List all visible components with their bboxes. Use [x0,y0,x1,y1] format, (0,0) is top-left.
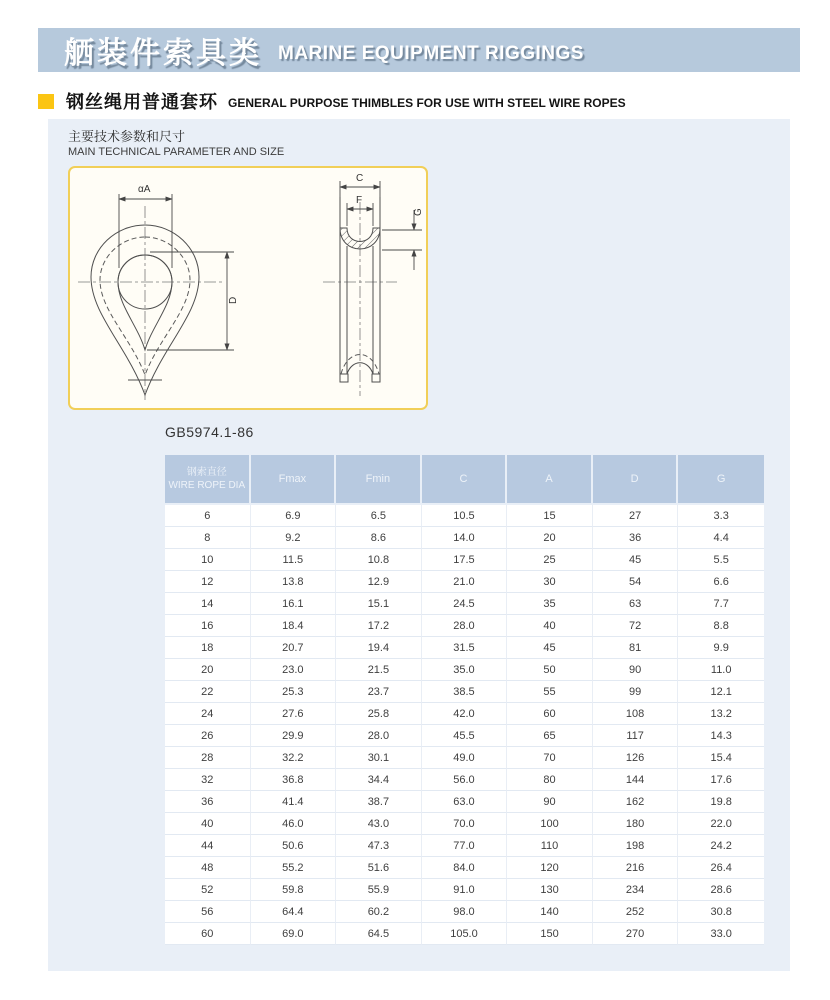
table-cell: 150 [507,923,593,945]
table-cell: 23.0 [251,659,337,681]
table-cell: 270 [593,923,679,945]
table-cell: 9.2 [251,527,337,549]
table-cell: 22.0 [678,813,764,835]
table-cell: 36 [593,527,679,549]
table-cell: 50 [507,659,593,681]
thimble-drawing-svg [70,168,426,408]
table-cell: 4.4 [678,527,764,549]
table-cell: 25.8 [336,703,422,725]
table-cell: 63 [593,593,679,615]
table-row [165,527,764,549]
table-cell: 28 [165,747,251,769]
table-cell: 49.0 [422,747,508,769]
table-cell: 30.8 [678,901,764,923]
table-cell: 30.1 [336,747,422,769]
table-cell: 38.5 [422,681,508,703]
table-row [165,681,764,703]
table-cell: 24.2 [678,835,764,857]
table-cell: 55 [507,681,593,703]
table-cell: 34.4 [336,769,422,791]
dim-label-D: D [228,296,239,304]
table-cell: 44 [165,835,251,857]
table-cell: 15.4 [678,747,764,769]
table-cell: 19.8 [678,791,764,813]
banner-title-zh: 舾装件索具类 [64,37,262,70]
table-row [165,615,764,637]
table-cell: 8.8 [678,615,764,637]
table-cell: 55.9 [336,879,422,901]
section-label [68,128,284,160]
table-cell: 64.5 [336,923,422,945]
table-cell: 80 [507,769,593,791]
table-cell: 7.7 [678,593,764,615]
table-cell: 21.0 [422,571,508,593]
table-cell: 63.0 [422,791,508,813]
table-cell: 60 [165,923,251,945]
table-row [165,637,764,659]
table-cell: 11.5 [251,549,337,571]
table-cell: 100 [507,813,593,835]
col-header-d: D [593,455,679,505]
table-cell: 29.9 [251,725,337,747]
table-cell: 14.0 [422,527,508,549]
table-cell: 64.4 [251,901,337,923]
parameters-table [165,455,764,945]
table-row [165,571,764,593]
table-cell: 18.4 [251,615,337,637]
table-cell: 8 [165,527,251,549]
table-cell: 19.4 [336,637,422,659]
table-row [165,923,764,945]
dim-label-C: C [356,173,364,184]
table-cell: 60 [507,703,593,725]
table-cell: 25.3 [251,681,337,703]
table-cell: 20.7 [251,637,337,659]
col-header-g: G [678,455,764,505]
table-cell: 72 [593,615,679,637]
table-cell: 35.0 [422,659,508,681]
table-cell: 130 [507,879,593,901]
dim-label-F: F [356,195,363,206]
table-cell: 45 [507,637,593,659]
table-cell: 31.5 [422,637,508,659]
table-cell: 56 [165,901,251,923]
table-cell: 12.9 [336,571,422,593]
table-cell: 140 [507,901,593,923]
table-row [165,505,764,527]
table-cell: 51.6 [336,857,422,879]
table-cell: 9.9 [678,637,764,659]
table-cell: 36.8 [251,769,337,791]
table-row [165,747,764,769]
table-row [165,879,764,901]
col-header-wire-rope-dia-en: WIRE ROPE DIA [168,480,246,491]
table-cell: 32.2 [251,747,337,769]
table-cell: 45.5 [422,725,508,747]
table-cell: 52 [165,879,251,901]
table-cell: 28.0 [422,615,508,637]
table-cell: 77.0 [422,835,508,857]
table-cell: 120 [507,857,593,879]
table-cell: 48 [165,857,251,879]
table-cell: 20 [507,527,593,549]
table-cell: 22 [165,681,251,703]
table-cell: 126 [593,747,679,769]
table-row [165,769,764,791]
table-cell: 47.3 [336,835,422,857]
table-cell: 3.3 [678,505,764,527]
table-row [165,549,764,571]
table-cell: 43.0 [336,813,422,835]
table-cell: 28.0 [336,725,422,747]
product-subtitle [38,88,626,114]
table-cell: 14 [165,593,251,615]
table-cell: 54 [593,571,679,593]
table-cell: 17.6 [678,769,764,791]
banner-title-en: MARINE EQUIPMENT RIGGINGS [278,43,584,64]
table-cell: 40 [165,813,251,835]
table-cell: 21.5 [336,659,422,681]
col-header-wire-rope-dia-zh: 钢索直径 [186,467,227,478]
table-cell: 216 [593,857,679,879]
dim-label-aA: αA [138,184,151,195]
table-cell: 60.2 [336,901,422,923]
table-cell: 65 [507,725,593,747]
table-cell: 90 [507,791,593,813]
table-cell: 91.0 [422,879,508,901]
table-row [165,703,764,725]
table-cell: 234 [593,879,679,901]
table-cell: 144 [593,769,679,791]
table-cell: 162 [593,791,679,813]
table-cell: 98.0 [422,901,508,923]
table-cell: 81 [593,637,679,659]
table-cell: 14.3 [678,725,764,747]
subtitle-en: GENERAL PURPOSE THIMBLES FOR USE WITH STEEL WIRE ROPES [228,96,626,110]
col-header-wire-rope-dia [165,455,251,505]
table-cell: 69.0 [251,923,337,945]
table-cell: 16 [165,615,251,637]
table-cell: 110 [507,835,593,857]
table-row [165,593,764,615]
table-cell: 13.8 [251,571,337,593]
table-cell: 33.0 [678,923,764,945]
table-cell: 10 [165,549,251,571]
table-cell: 70 [507,747,593,769]
standard-code: GB5974.1-86 [165,424,254,440]
table-cell: 6 [165,505,251,527]
thimble-technical-drawing [68,166,428,410]
table-cell: 56.0 [422,769,508,791]
table-cell: 180 [593,813,679,835]
table-row [165,659,764,681]
table-cell: 6.6 [678,571,764,593]
table-cell: 25 [507,549,593,571]
table-header-row [165,455,764,505]
table-cell: 105.0 [422,923,508,945]
table-cell: 38.7 [336,791,422,813]
col-header-fmax: Fmax [251,455,337,505]
table-cell: 12 [165,571,251,593]
table-cell: 16.1 [251,593,337,615]
table-cell: 27.6 [251,703,337,725]
dim-label-G: G [413,208,424,216]
content-panel [48,119,790,971]
table-cell: 26 [165,725,251,747]
table-cell: 30 [507,571,593,593]
table-row [165,857,764,879]
table-row [165,791,764,813]
section-label-en: MAIN TECHNICAL PARAMETER AND SIZE [68,146,285,158]
table-cell: 10.8 [336,549,422,571]
table-cell: 23.7 [336,681,422,703]
col-header-a: A [507,455,593,505]
table-cell: 20 [165,659,251,681]
table-cell: 40 [507,615,593,637]
table-header [165,455,764,505]
table-row [165,813,764,835]
table-cell: 18 [165,637,251,659]
col-header-c: C [422,455,508,505]
table-row [165,725,764,747]
table-cell: 12.1 [678,681,764,703]
table-cell: 117 [593,725,679,747]
table-cell: 108 [593,703,679,725]
table-cell: 24 [165,703,251,725]
table-cell: 26.4 [678,857,764,879]
table-cell: 6.5 [336,505,422,527]
table-body [165,505,764,945]
table-cell: 99 [593,681,679,703]
table-cell: 15 [507,505,593,527]
table-row [165,835,764,857]
section-label-zh: 主要技术参数和尺寸 [68,129,186,144]
table-cell: 41.4 [251,791,337,813]
col-header-fmin: Fmin [336,455,422,505]
table-cell: 15.1 [336,593,422,615]
table-cell: 198 [593,835,679,857]
table-cell: 50.6 [251,835,337,857]
table-cell: 5.5 [678,549,764,571]
table-cell: 27 [593,505,679,527]
parameter-table-wrap [165,455,764,945]
table-cell: 84.0 [422,857,508,879]
table-cell: 70.0 [422,813,508,835]
table-cell: 36 [165,791,251,813]
table-cell: 8.6 [336,527,422,549]
table-cell: 10.5 [422,505,508,527]
table-cell: 24.5 [422,593,508,615]
table-cell: 32 [165,769,251,791]
page-header-banner [38,28,800,72]
table-cell: 42.0 [422,703,508,725]
table-cell: 28.6 [678,879,764,901]
table-cell: 55.2 [251,857,337,879]
table-cell: 90 [593,659,679,681]
table-cell: 6.9 [251,505,337,527]
table-cell: 17.5 [422,549,508,571]
table-cell: 46.0 [251,813,337,835]
table-cell: 35 [507,593,593,615]
table-cell: 11.0 [678,659,764,681]
table-cell: 45 [593,549,679,571]
table-row [165,901,764,923]
yellow-bullet-icon [38,94,54,109]
table-cell: 59.8 [251,879,337,901]
table-cell: 13.2 [678,703,764,725]
table-cell: 17.2 [336,615,422,637]
table-cell: 252 [593,901,679,923]
subtitle-zh: 钢丝绳用普通套环 [66,92,218,112]
